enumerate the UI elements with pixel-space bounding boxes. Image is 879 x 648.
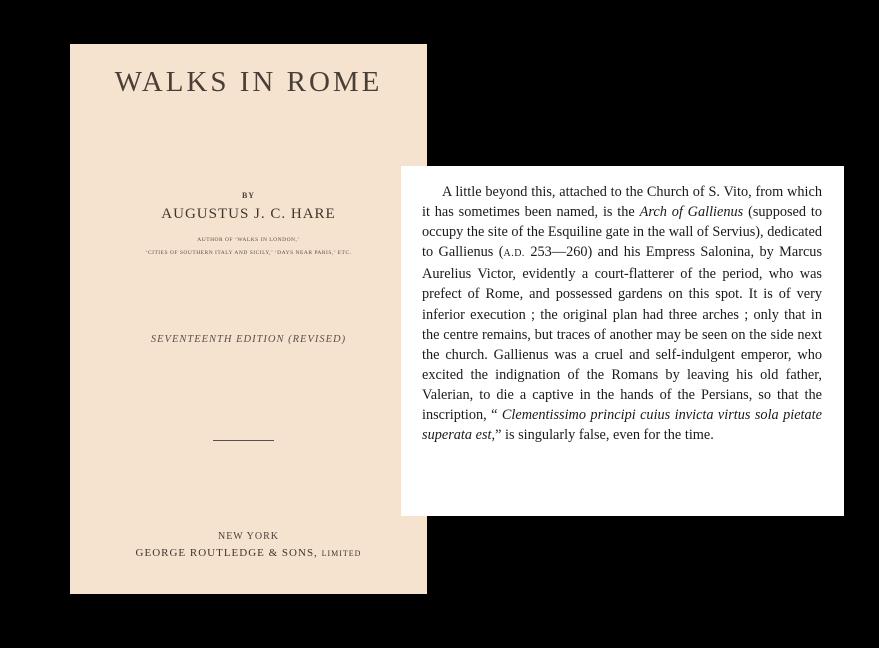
excerpt-segment: 253—260) and his Empress Salonina, by Marcus Aurelius Victor, evidently a court-flatterer of the period, who was prefect of Rome, and possessed gardens on this spot. It is of very inferior execution ; the original plan had three arches ; only that in the centre remains, but traces of another may be seen on the side next the church. Gallienus was a cruel and self-indulgent emperor, who excited the indignation of the Romans by leaving his old father, Valerian, to die a captive in the hands of the Persians, so that the inscription, “ <box>422 244 823 424</box>
text-excerpt <box>401 166 844 516</box>
excerpt-segment: (supposed to occupy the site of the Esquiline gate in the wall of Servius), dedicated to Gallienus ( <box>422 204 822 261</box>
publisher-suffix: LIMITED <box>321 549 362 558</box>
book-title-page <box>70 44 427 594</box>
author-credit-line-1: AUTHOR OF ‘WALKS IN LONDON,’ <box>197 237 300 243</box>
excerpt-segment: ,” is singularly false, even for the time. <box>491 427 714 444</box>
publication-city: NEW YORK <box>217 531 280 542</box>
excerpt-segment-italic: Clementissimo principi cuius invicta virtus sola pietate superata est <box>422 407 822 444</box>
publisher-name: GEORGE ROUTLEDGE & SONS, <box>135 547 318 559</box>
author-name: AUGUSTUS J. C. HARE <box>161 206 336 222</box>
excerpt-paragraph <box>422 182 822 445</box>
excerpt-segment-smallcaps: A.D. <box>503 248 525 260</box>
by-label: BY <box>241 191 256 200</box>
excerpt-segment: A little beyond this, attached to the Church of S. Vito, from which it has sometimes been named, is the <box>422 184 822 221</box>
divider-rule <box>213 440 274 441</box>
book-title: WALKS IN ROME <box>114 66 383 98</box>
excerpt-segment-italic: Arch of Gallienus <box>639 204 744 221</box>
author-credit-line-2: ‘CITIES OF SOUTHERN ITALY AND SICILY,’ ‘DAYS NEAR PARIS,’ ETC. <box>145 250 352 256</box>
edition-label: SEVENTEENTH EDITION (REVISED) <box>150 334 347 345</box>
publisher <box>70 547 427 559</box>
